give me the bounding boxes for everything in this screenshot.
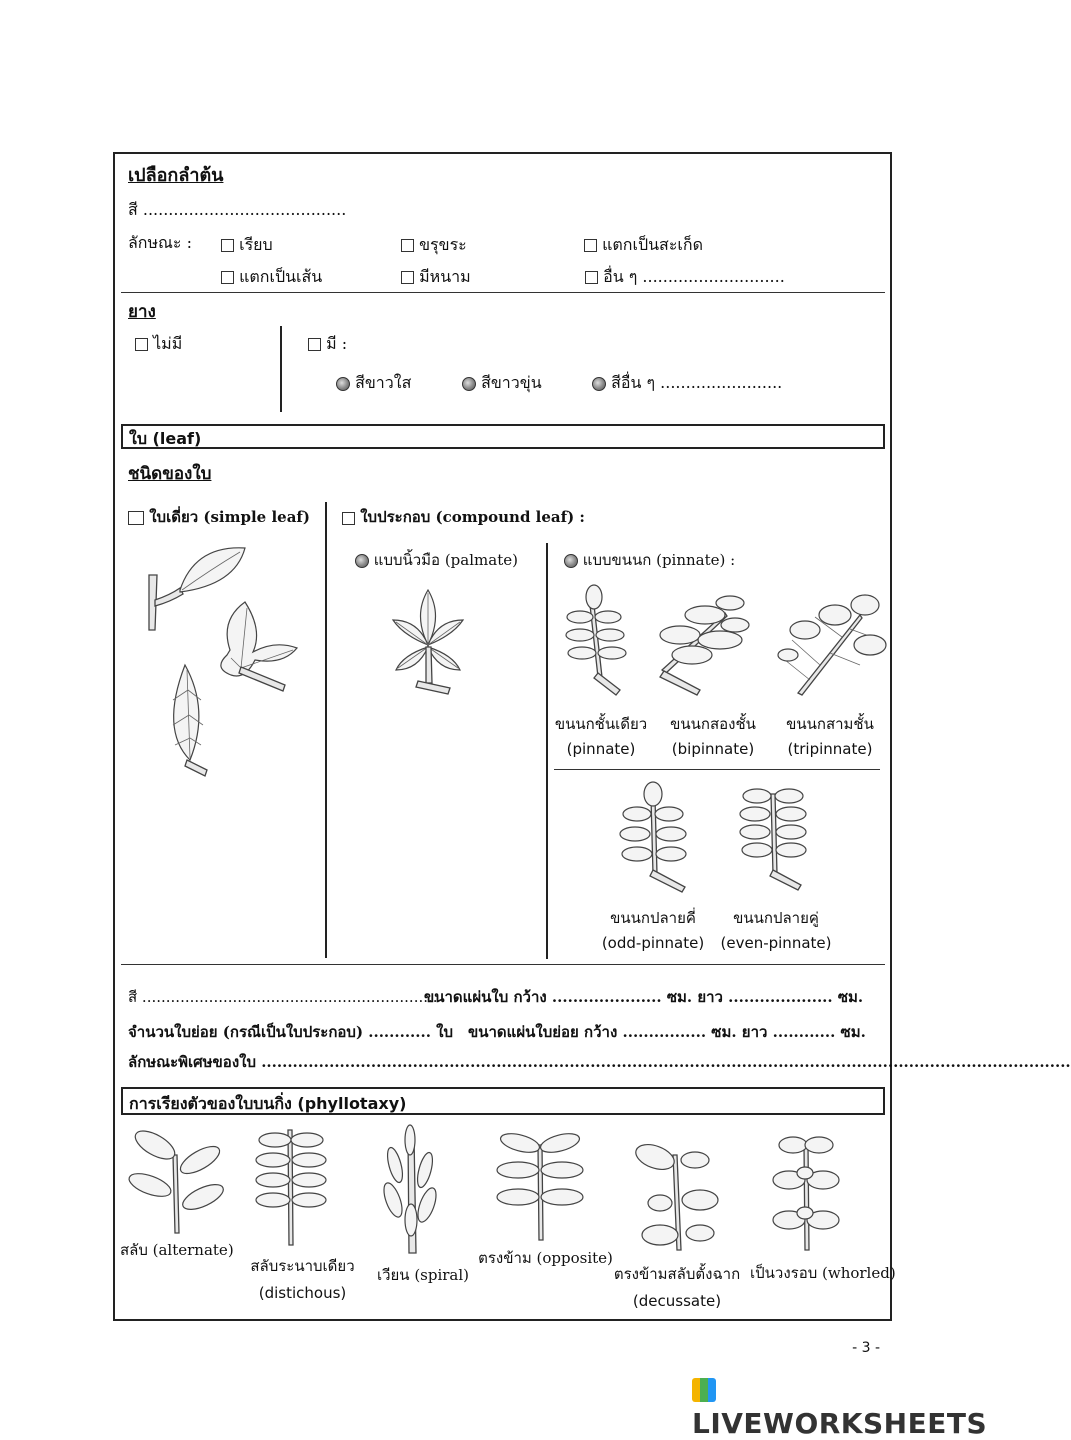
latex-milky-white[interactable]: สีขาวขุ่น <box>462 371 542 396</box>
latex-has-option[interactable]: มี : <box>308 332 347 357</box>
divider <box>121 292 885 293</box>
whorled-caption: เป็นวงรอบ (whorled) <box>750 1264 896 1282</box>
leaf-special-line: ลักษณะพิเศษของใบ ........................................................................................................................................................... <box>128 1053 1071 1071</box>
compound-leaf-option[interactable]: ใบประกอบ (compound leaf) : <box>342 505 585 529</box>
checkbox[interactable] <box>221 239 234 252</box>
bark-heading: เปลือกลำต้น <box>128 165 224 186</box>
even-pinnate-caption: ขนนกปลายคู่ (even-pinnate) <box>720 909 832 952</box>
leaflet-size-line: ขนาดแผ่นใบย่อย กว้าง ................ ซม. ยาว ............ ซม. <box>468 1023 866 1041</box>
phyllotaxy-section-title: การเรียงตัวของใบบนกิ่ง (phyllotaxy) <box>129 1094 407 1113</box>
divider <box>121 964 885 965</box>
distichous-caption: สลับระนาบเดียว (distichous) <box>250 1257 355 1302</box>
leaf-section-box <box>121 424 885 449</box>
palmate-option[interactable]: แบบนิ้วมือ (palmate) <box>355 548 518 572</box>
leaflet-count-line: จำนวนใบย่อย (กรณีเป็นใบประกอบ) ............ ใบ <box>128 1023 453 1041</box>
checkbox[interactable] <box>401 239 414 252</box>
leaf-section-title: ใบ (leaf) <box>129 429 202 448</box>
bipinnate-caption: ขนนกสองชั้น (bipinnate) <box>670 715 756 758</box>
simple-leaf-option[interactable]: ใบเดี่ยว (simple leaf) <box>128 505 310 529</box>
latex-clear-white[interactable]: สีขาวใส <box>336 371 411 396</box>
logo-icon <box>692 1378 716 1402</box>
checkbox[interactable] <box>128 511 144 525</box>
divider <box>325 502 327 958</box>
radio-button[interactable] <box>564 554 578 568</box>
checkbox[interactable] <box>584 239 597 252</box>
opposite-caption: ตรงข้าม (opposite) <box>478 1249 613 1267</box>
spiral-caption: เวียน (spiral) <box>376 1266 470 1284</box>
liveworksheets-logo: LIVEWORKSHEETS <box>692 1374 1000 1440</box>
palmate-leaf-illustration <box>388 585 468 700</box>
latex-heading: ยาง <box>128 302 156 322</box>
latex-other-color[interactable]: สีอื่น ๆ ........................ <box>592 371 782 396</box>
checkbox[interactable] <box>308 338 321 351</box>
phyllotaxy-illustrations <box>125 1125 885 1265</box>
checkbox[interactable] <box>221 271 234 284</box>
checkbox[interactable] <box>135 338 148 351</box>
odd-pinnate-caption: ขนนกปลายคี่ (odd-pinnate) <box>601 909 705 952</box>
bark-option-thorny[interactable]: มีหนาม <box>401 265 471 290</box>
pinnate-option[interactable]: แบบขนนก (pinnate) : <box>564 548 735 572</box>
pinnate-caption: ขนนกชั้นเดียว (pinnate) <box>554 715 648 758</box>
latex-none-option[interactable]: ไม่มี <box>135 332 182 357</box>
radio-button[interactable] <box>355 554 369 568</box>
leaf-type-heading: ชนิดของใบ <box>128 464 212 484</box>
divider <box>280 326 282 412</box>
bark-option-striated[interactable]: แตกเป็นเส้น <box>221 265 322 290</box>
simple-leaf-illustration <box>135 540 305 790</box>
bark-option-flaky[interactable]: แตกเป็นสะเก็ด <box>584 233 703 258</box>
checkbox[interactable] <box>342 512 355 525</box>
radio-button[interactable] <box>592 377 606 391</box>
bark-option-rough[interactable]: ขรุขระ <box>401 233 467 258</box>
radio-button[interactable] <box>336 377 350 391</box>
tripinnate-caption: ขนนกสามชั้น (tripinnate) <box>786 715 874 758</box>
odd-even-pinnate-illustration <box>605 782 805 897</box>
divider <box>554 769 880 770</box>
decussate-caption: ตรงข้ามสลับตั้งฉาก (decussate) <box>613 1265 741 1310</box>
bark-trait-label: ลักษณะ : <box>128 233 192 252</box>
leaf-blade-size-line: ขนาดแผ่นใบ กว้าง ..................... ซม. ยาว .................... ซม. <box>424 988 864 1006</box>
bark-option-other[interactable]: อื่น ๆ ............................ <box>585 265 785 290</box>
leaf-color-line: สี .............................................................. <box>128 988 438 1006</box>
checkbox[interactable] <box>585 271 598 284</box>
alternate-caption: สลับ (alternate) <box>120 1241 234 1259</box>
radio-button[interactable] <box>462 377 476 391</box>
checkbox[interactable] <box>401 271 414 284</box>
pinnate-types-illustration <box>560 585 890 705</box>
bark-color-line: สี ........................................ <box>128 200 347 219</box>
page-number: - 3 - <box>852 1340 880 1356</box>
bark-option-smooth[interactable]: เรียบ <box>221 233 273 258</box>
phyllotaxy-section-box <box>121 1087 885 1115</box>
